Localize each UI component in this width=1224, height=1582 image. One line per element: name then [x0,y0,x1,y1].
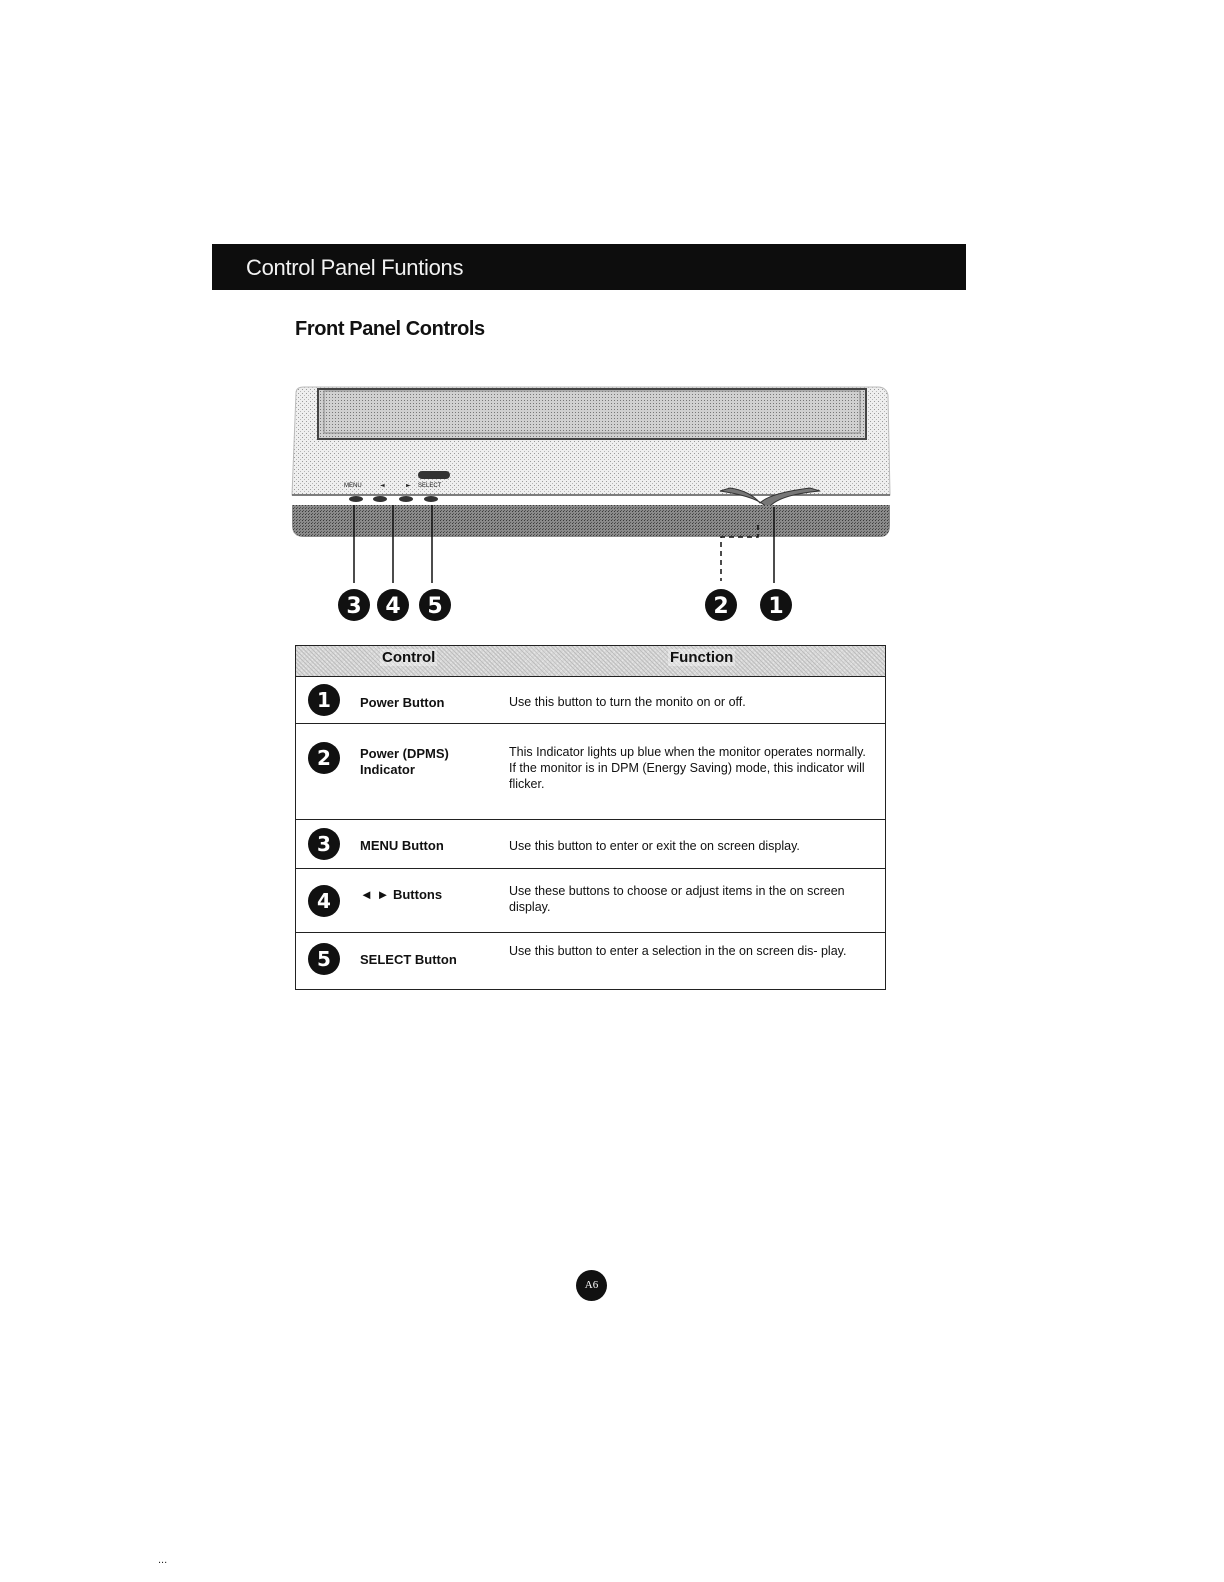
function-description: Use this button to turn the monito on or off. [509,695,746,709]
panel-label-left: ◄ [380,482,385,489]
control-name: Power (DPMS) Indicator [360,746,449,777]
callout-3 [338,589,370,621]
table-row [296,724,885,820]
callout-4 [377,589,409,621]
monitor-front-illustration [290,385,892,625]
page-number-badge: A6 [576,1270,607,1301]
section-header-bar [212,244,966,290]
row-number-badge: 3 [308,828,340,860]
header-title: Control Panel Funtions [246,255,464,280]
callout-1 [760,589,792,621]
section-title: Front Panel Controls [295,318,485,340]
function-description: This Indicator lights up blue when the monitor operates normally. If the monitor is in DPM (Energy Saving) mode, this indicator will flicker. [509,745,866,791]
row-number-badge: 2 [308,742,340,774]
row-number-badge: 5 [308,943,340,975]
column-header-control: Control [382,649,436,666]
control-name: Power Button [360,695,445,710]
control-name: MENU Button [360,838,444,853]
svg-text:1: 1 [768,594,784,619]
svg-text:2: 2 [713,594,729,619]
table-header [296,646,885,677]
callout-2 [705,589,737,621]
table-row [296,820,885,869]
right-button-shape [399,496,413,502]
control-name: ◄ ► Buttons [360,887,443,902]
row-number-badge: 1 [308,684,340,716]
svg-text:5: 5 [427,594,443,619]
control-name: SELECT Button [360,952,457,967]
svg-text:4: 4 [385,594,401,619]
panel-label-right: ► [406,482,411,489]
panel-label-menu: MENU [344,483,362,489]
table-row [296,933,885,989]
function-description: Use this button to enter a selection in the on screen dis- play. [509,944,847,958]
function-description: Use this button to enter or exit the on screen display. [509,839,800,853]
column-header-function: Function [670,649,734,666]
function-description: Use these buttons to choose or adjust items in the on screen display. [509,884,845,914]
left-button-shape [373,496,387,502]
menu-button-shape [349,496,363,502]
select-button-shape [424,496,438,502]
svg-text:3: 3 [346,594,362,619]
footer-left-mark: ... [158,1554,168,1566]
table-row [296,869,885,933]
table-row [296,676,885,724]
control-function-table [295,645,886,990]
panel-label-select: SELECT [418,483,442,489]
row-number-badge: 4 [308,885,340,917]
callout-5 [419,589,451,621]
